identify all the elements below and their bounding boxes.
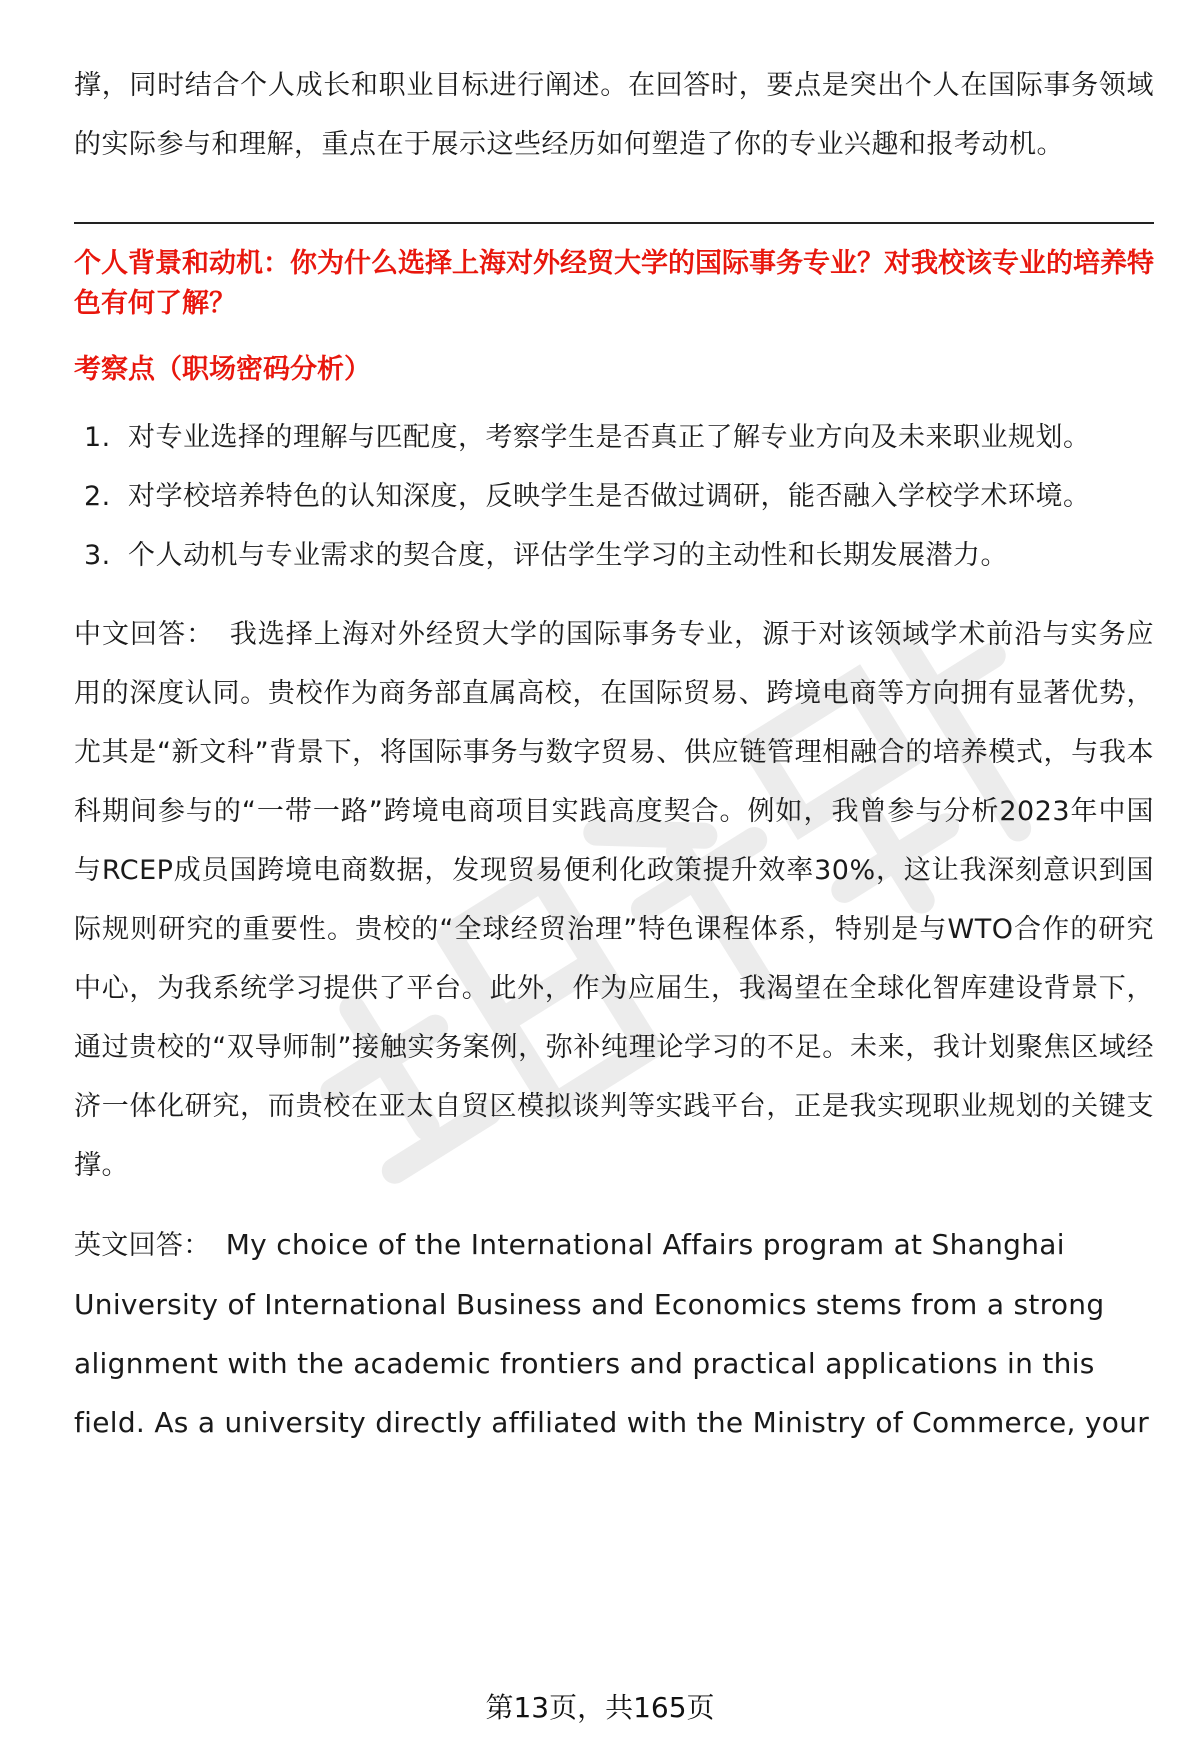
list-item-text: 对学校培养特色的认知深度，反映学生是否做过调研，能否融入学校学术环境。 [128,481,1091,512]
chinese-answer [74,605,1154,1195]
list-item [74,408,1154,467]
assessment-points-heading: 考察点（职场密码分析） [74,354,371,385]
list-item-text: 个人动机与专业需求的契合度，评估学生学习的主动性和长期发展潜力。 [128,540,1008,571]
assessment-points-list [74,408,1154,585]
list-item [74,526,1154,585]
list-item-text: 对专业选择的理解与匹配度，考察学生是否真正了解专业方向及未来职业规划。 [128,422,1091,453]
chinese-answer-text: 我选择上海对外经贸大学的国际事务专业，源于对该领域学术前沿与实务应用的深度认同。贵校作为商务部直属高校，在国际贸易、跨境电商等方向拥有显著优势，尤其是“新文科”背景下，将国际事务与数字贸易、供应链管理相融合的培养模式，与我本科期间参与的“一带一路”跨境电商项目实践高度契合。例如，我曾参与分析2023年中国与RCEP成员国跨境电商数据，发现贸易便利化政策提升效率30%，这让我深刻意识到国际规则研究的重要性。贵校的“全球经贸治理”特色课程体系，特别是与WTO合作的研究中心，为我系统学习提供了平台。此外，作为应届生，我渴望在全球化智库建设背景下，通过贵校的“双导师制”接触实务案例，弥补纯理论学习的不足。未来，我计划聚焦区域经济一体化研究，而贵校在亚太自贸区模拟谈判等实践平台，正是我实现职业规划的关键支撑。 [74,619,1154,1181]
english-answer-text: My choice of the International Affairs program at Shanghai University of International Business and Economics stems from a strong alignment with the academic frontiers and practical applications in this field. As a university directly affiliated with the Ministry of Commerce, your [74,1228,1150,1439]
english-answer [74,1215,1154,1452]
english-answer-label: 英文回答： [74,1230,211,1261]
list-item-number: 3. [84,540,111,571]
chinese-answer-label: 中文回答： [74,619,215,650]
intro-paragraph: 撑，同时结合个人成长和职业目标进行阐述。在回答时，要点是突出个人在国际事务领域的实际参与和理解，重点在于展示这些经历如何塑造了你的专业兴趣和报考动机。 [74,70,1154,160]
page-number-footer: 第13页，共165页 [485,1691,715,1724]
question-heading: 个人背景和动机：你为什么选择上海对外经贸大学的国际事务专业？对我校该专业的培养特色有何了解？ [74,248,1154,319]
list-item-number: 1. [84,422,111,453]
document-page [74,56,1154,1452]
section-divider [74,222,1154,224]
list-item-number: 2. [84,481,111,512]
list-item [74,467,1154,526]
